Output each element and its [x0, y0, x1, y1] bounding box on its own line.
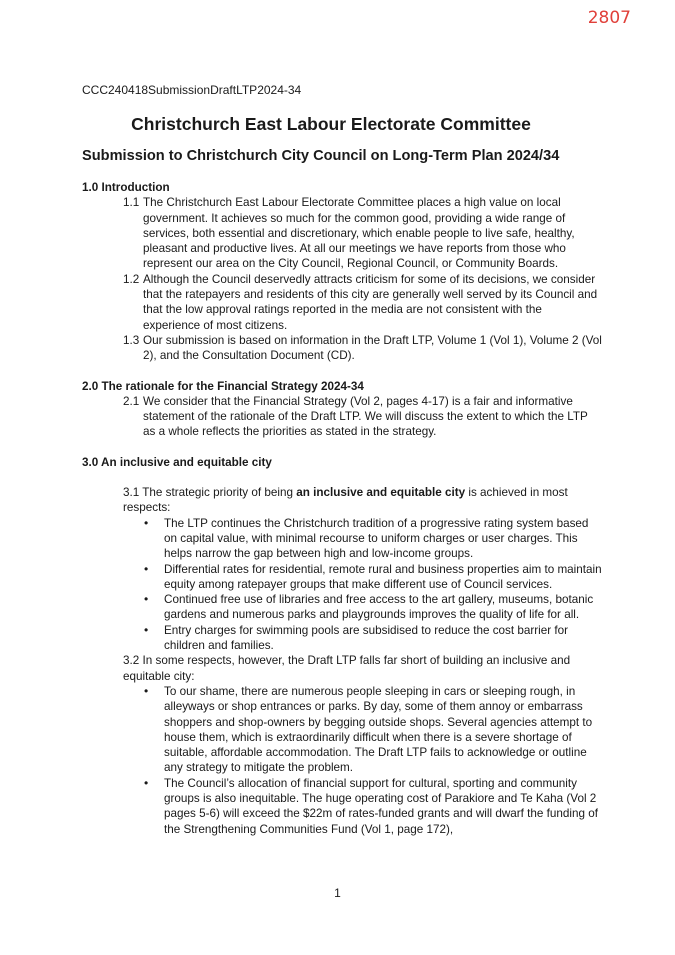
page-number: 1 — [334, 886, 341, 900]
paragraph-text-prefix: 3.1 The strategic priority of being — [123, 486, 297, 500]
paragraph-number: 2.1 — [123, 394, 140, 408]
document-body — [82, 180, 602, 837]
paragraph-text-emphasis: an inclusive and equitable city — [296, 486, 466, 500]
section-heading-introduction: 1.0 Introduction — [82, 181, 170, 194]
paragraph-1-1 — [82, 195, 602, 271]
paragraph-number: 1.1 — [123, 196, 140, 210]
paragraph-text: Although the Council deservedly attracts criticism for some of its decisions, we consider that the ratepayers and residents of this city are generally well served by its Council and that the low approval ratings reported in the media are not consistent with the experience of most citizens. — [143, 272, 598, 332]
submission-number-stamp: 2807 — [587, 8, 631, 28]
paragraph-1-3 — [82, 333, 602, 364]
list-item: • Differential rates for residential, remote rural and business properties aim to maintain equity among ratepayer groups that make different use of Council services. — [164, 562, 602, 593]
paragraph-2-1 — [82, 394, 602, 440]
paragraph-text: Our submission is based on information in the Draft LTP, Volume 1 (Vol 1), Volume 2 (Vol 2), and the Consultation Document (CD). — [143, 333, 602, 363]
paragraph-number: 1.2 — [123, 272, 140, 286]
bullet-list-achievements — [82, 516, 602, 654]
paragraph-3-1 — [123, 485, 602, 516]
list-item: • The LTP continues the Christchurch tradition of a progressive rating system based on capital value, with minimal recourse to uniform charges or user charges. This helps narrow the gap between high and low-income groups. — [164, 516, 602, 562]
list-item: • The Council’s allocation of financial support for cultural, sporting and community groups is also inequitable. The huge operating cost of Parakiore and Te Kaha (Vol 2 pages 5-6) will exceed the $22m of rates-funded grants and will dwarf the funding of the Strengthening Communities Fund (Vol 1, page 172), — [164, 776, 602, 837]
bullet-list-shortfalls — [82, 684, 602, 837]
list-item: • To our shame, there are numerous people sleeping in cars or sleeping rough, in alleyways or shop entrances or parks. By day, some of them annoy or embarrass shoppers and shop-owners by begging outside shops. Several agencies attempt to house them, which is extraordinarily difficult when there is a severe shortage of suitable, affordable accommodation. The Draft LTP fails to acknowledge or outline any strategy to mitigate the problem. — [164, 684, 602, 776]
document-title: Christchurch East Labour Electorate Committee — [131, 114, 531, 134]
paragraph-1-2 — [82, 272, 602, 333]
paragraph-number: 1.3 — [123, 333, 140, 347]
section-heading-inclusive-city: 3.0 An inclusive and equitable city — [82, 455, 272, 469]
paragraph-text-suffix: is achieved in most respects: — [123, 486, 568, 515]
section-heading-financial-strategy: 2.0 The rationale for the Financial Strategy 2024-34 — [82, 379, 364, 393]
document-reference: CCC240418SubmissionDraftLTP2024-34 — [82, 83, 302, 97]
paragraph-text: The Christchurch East Labour Electorate Committee places a high value on local government. It achieves so much for the common good, providing a wide range of services, both essential and discretionary, which enable people to live safe, healthy, pleasant and productive lives. At all our meetings we have reports from those who represent our area on the City Council, Regional Council, or Community Boards. — [143, 196, 575, 271]
list-item: • Entry charges for swimming pools are subsidised to reduce the cost barrier for children and families. — [164, 623, 602, 654]
paragraph-text: We consider that the Financial Strategy (Vol 2, pages 4-17) is a fair and informative statement of the rationale of the Draft LTP. We will discuss the extent to which the LTP as a whole reflects the priorities as stated in the strategy. — [143, 394, 588, 439]
document-subtitle: Submission to Christchurch City Council on Long-Term Plan 2024/34 — [82, 148, 560, 164]
list-item: • Continued free use of libraries and free access to the art gallery, museums, botanic gardens and numerous parks and playgrounds improves the quality of life for all. — [164, 592, 602, 623]
paragraph-3-2: 3.2 In some respects, however, the Draft LTP falls far short of building an inclusive and equitable city: — [123, 654, 571, 683]
